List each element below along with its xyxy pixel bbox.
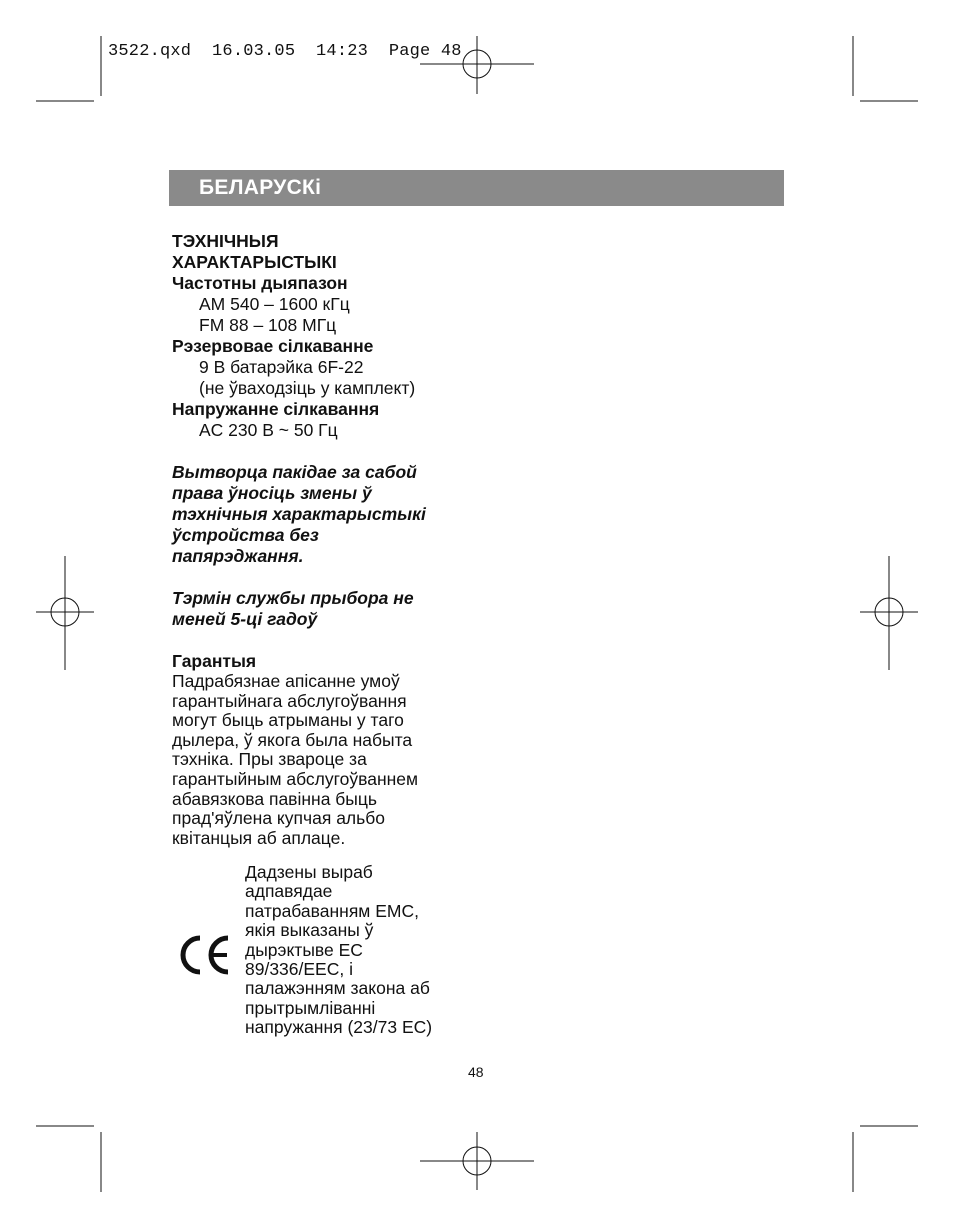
ce-line: напружання (23/73 ЕС) [245, 1017, 433, 1038]
ce-line: прытрымліванні [245, 997, 376, 1018]
warranty-line: Падрабязнае апісанне умоў [172, 671, 400, 691]
warranty-line: тэхніка. Пры звароце за [172, 749, 367, 770]
ce-line: 89/336/EEC, і [245, 959, 353, 980]
backup-power-label: Рэзервовае сілкаванне [172, 336, 374, 356]
section-title: БЕЛАРУСКі [199, 176, 322, 199]
warranty-line: абавязкова павінна быць [172, 788, 378, 809]
freq-am-value: AM 540 – 1600 кГц [199, 294, 350, 314]
ce-line: дырэктыве ЕС [245, 939, 363, 960]
warranty-line: могут быць атрыманы у таго [172, 710, 404, 731]
warranty-line: гарантыйнага абслугоўвання [172, 690, 407, 711]
specs-title-line1: ТЭХНІЧНЫЯ [172, 231, 279, 251]
ce-compliance-text [245, 863, 485, 1038]
ce-line: патрабаванням EMC, [245, 900, 419, 921]
specs-title-line2: ХАРАКТАРЫСТЫКІ [172, 252, 337, 272]
notice-line: ўстройства без [172, 525, 319, 545]
ce-line: якія выказаны ў [245, 920, 374, 941]
service-life-line: меней 5-ці гадоў [172, 609, 318, 629]
page-number: 48 [468, 1064, 484, 1080]
ce-line: адпавядае [245, 881, 333, 902]
voltage-value: AC 230 В ~ 50 Гц [199, 420, 338, 440]
backup-battery-value: 9 В батарэйка 6F-22 [199, 357, 364, 377]
warranty-line: квітанцыя аб аплаце. [172, 827, 346, 848]
notice-line: тэхнічныя характарыстыкі [172, 504, 426, 524]
warranty-title: Гарантыя [172, 651, 257, 671]
notice-line: папярэджання. [172, 546, 304, 566]
warranty-line: прад'яўлена купчая альбо [172, 808, 386, 829]
notice-line: права ўносіць змены ў [172, 483, 372, 503]
notice-line: Вытворца пакідае за сабой [172, 462, 417, 482]
warranty-line: гарантыйным абслугоўваннем [172, 768, 419, 789]
freq-range-label: Частотны дыяпазон [172, 273, 348, 293]
service-life-line: Тэрмін службы прыбора не [172, 588, 414, 608]
voltage-label: Напружанне сілкавання [172, 399, 380, 419]
warranty-text [172, 672, 472, 848]
ce-mark-icon [180, 934, 234, 976]
ce-line: палажэнням закона аб [245, 978, 430, 999]
ce-line: Дадзены выраб [245, 862, 373, 882]
warranty-line: дылера, ў якога была набыта [172, 729, 413, 750]
section-header-bar [169, 170, 784, 206]
main-column [172, 231, 472, 848]
freq-fm-value: FM 88 – 108 МГц [199, 315, 337, 335]
backup-note: (не ўваходзіць у камплект) [199, 378, 416, 398]
file-slug: 3522.qxd 16.03.05 14:23 Page 48 [108, 42, 462, 61]
